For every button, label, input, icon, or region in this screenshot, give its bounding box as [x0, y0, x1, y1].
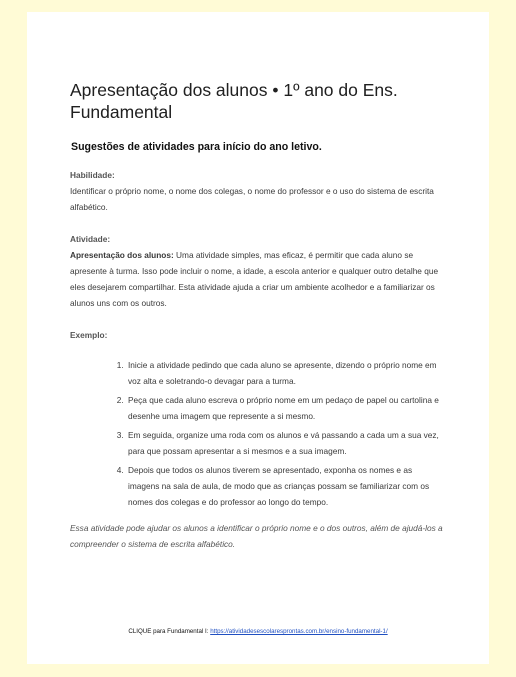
- document-page: [27, 12, 489, 664]
- habilidade-section: [70, 167, 445, 215]
- document-body: [70, 167, 445, 552]
- exemplo-label: Exemplo:: [70, 330, 108, 340]
- footer: [27, 628, 489, 635]
- footer-link[interactable]: https://atividadesescolaresprontas.com.br/ensino-fundamental-1/: [210, 628, 388, 635]
- closing-paragraph: Essa atividade pode ajudar os alunos a identificar o próprio nome e o dos outros, além de ajudá-los a compreender o sistema de escrita alfabético.: [70, 523, 443, 549]
- list-item: 4. Depois que todos os alunos tiverem se apresentado, exponha os nomes e as imagens na sala de aula, de modo que as crianças possam se familiarizar com os nomes dos colegas e do professor ao longo do tempo.: [126, 462, 445, 510]
- atividade-paragraph: [70, 247, 445, 311]
- habilidade-label: Habilidade:: [70, 170, 115, 180]
- document-title: Apresentação dos alunos • 1º ano do Ens. Fundamental: [70, 80, 398, 122]
- atividade-section: [70, 231, 445, 311]
- section-spacer: [70, 215, 445, 231]
- habilidade-text: Identificar o próprio nome, o nome dos colegas, o nome do professor e o uso do sistema de escrita alfabético.: [70, 186, 434, 212]
- footer-prefix: CLIQUE para Fundamental I:: [128, 628, 209, 635]
- list-item: 2. Peça que cada aluno escreva o próprio nome em um pedaço de papel ou cartolina e desenhe uma imagem que represente a si mesmo.: [126, 392, 445, 424]
- list-item: 3. Em seguida, organize uma roda com os alunos e vá passando a cada um a sua vez, para que possam apresentar a si mesmos e a sua imagem.: [126, 427, 445, 459]
- exemplo-steps-list: [70, 357, 445, 510]
- atividade-lead: Apresentação dos alunos:: [70, 250, 174, 260]
- list-item: 1. Inicie a atividade pedindo que cada aluno se apresente, dizendo o próprio nome em voz alta e soletrando-o devagar para a turma.: [126, 357, 445, 389]
- atividade-text: Uma atividade simples, mas eficaz, é permitir que cada aluno se apresente à turma. Isso pode incluir o nome, a idade, a escola anterior e qualquer outro detalhe que eles desejarem compartilhar. Esta atividade ajuda a criar um ambiente acolhedor e a familiarizar os alunos uns com os outros.: [70, 250, 439, 308]
- document-subtitle: Sugestões de atividades para início do ano letivo.: [71, 141, 322, 153]
- section-spacer: [70, 311, 445, 327]
- exemplo-section: [70, 327, 445, 510]
- atividade-label: Atividade:: [70, 234, 111, 244]
